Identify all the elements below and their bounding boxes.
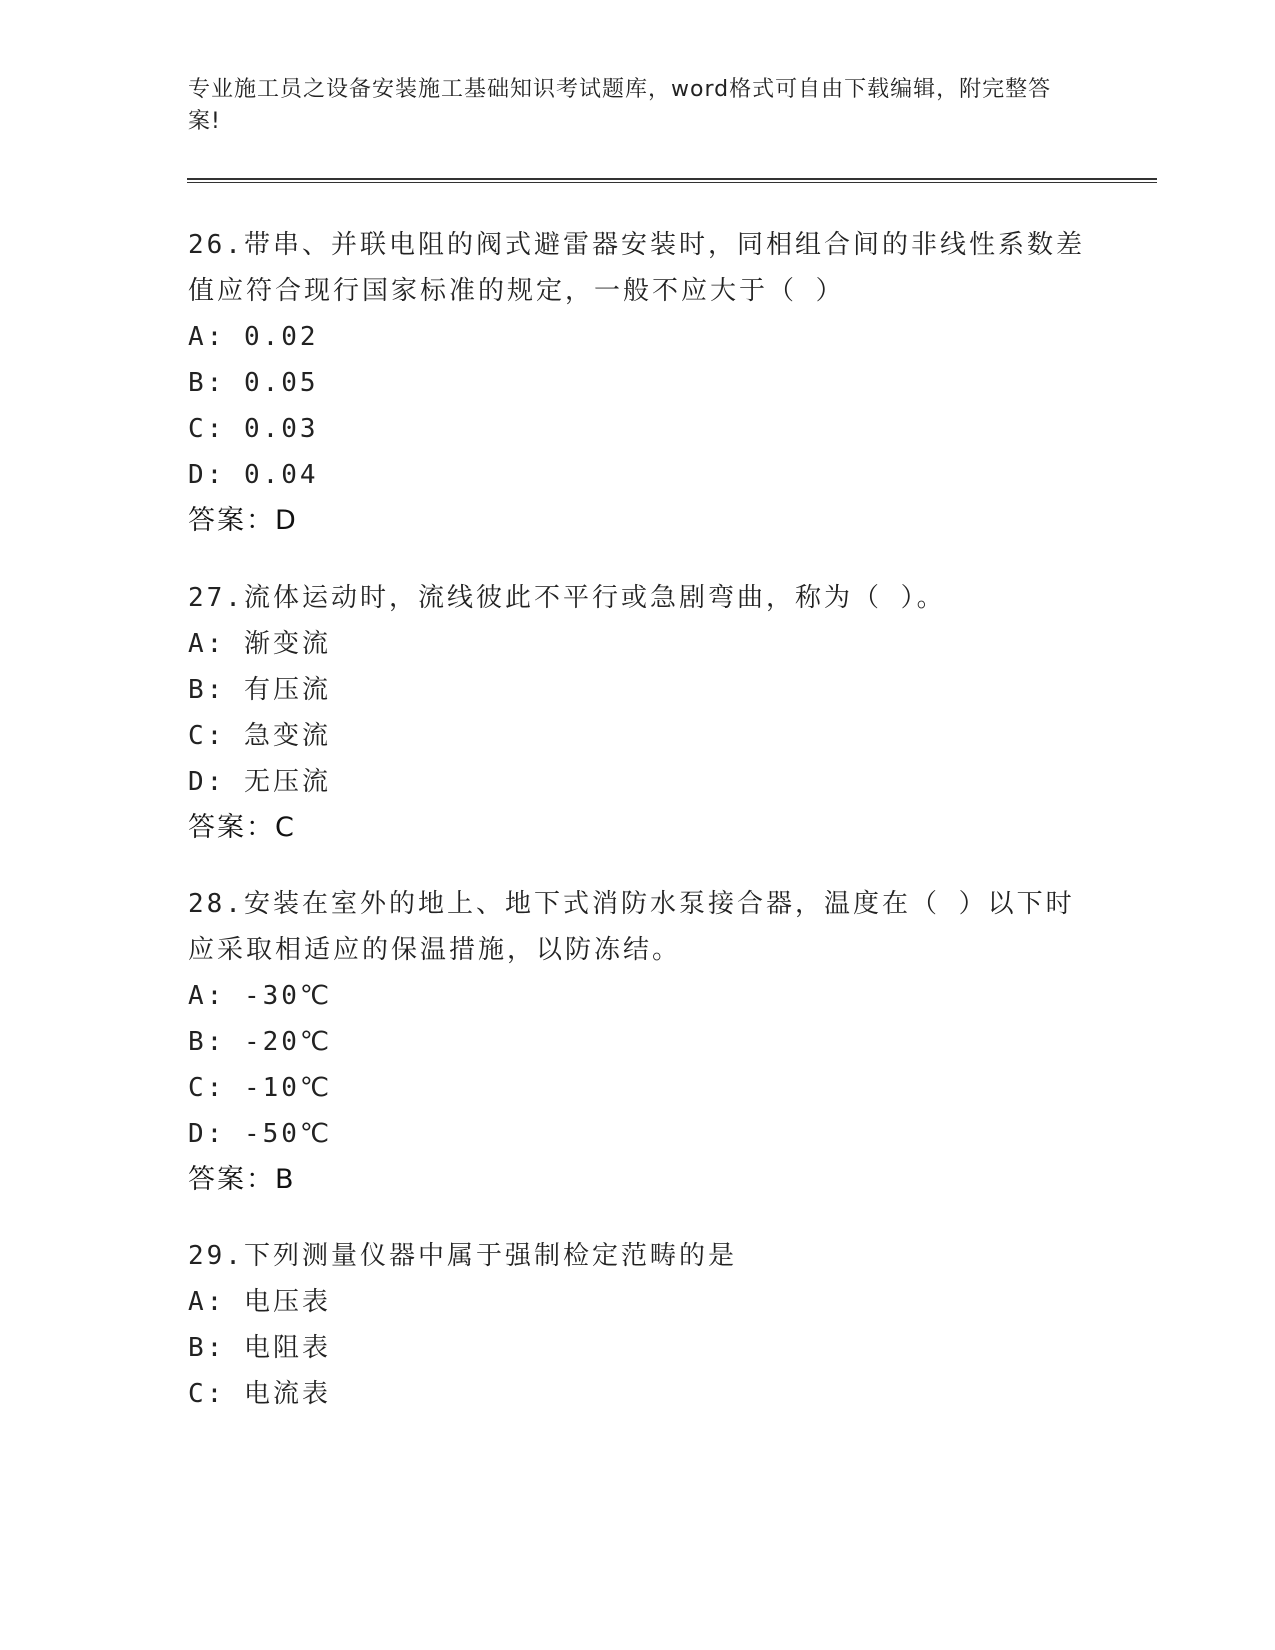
option-a: A: -30℃ [188, 981, 333, 1011]
option-c: C: 急变流 [188, 721, 331, 751]
option-b: B: 0.05 [188, 368, 319, 398]
document-header: 专业施工员之设备安装施工基础知识考试题库，word格式可自由下载编辑，附完整答案! [188, 77, 1052, 134]
option-c: C: -10℃ [188, 1073, 333, 1103]
question-27 [188, 575, 1088, 851]
question-29 [188, 1233, 1088, 1417]
answer-line: 答案：B [188, 1164, 296, 1195]
question-stem: 28.安装在室外的地上、地下式消防水泵接合器，温度在（ ）以下时应采取相适应的保温措施，以防冻结。 [188, 889, 1075, 965]
divider-line-thin [187, 182, 1157, 183]
option-d: D: 无压流 [188, 767, 331, 797]
question-28 [188, 881, 1088, 1203]
answer-line: 答案：D [188, 505, 298, 536]
option-b: B: -20℃ [188, 1027, 333, 1057]
question-26 [188, 222, 1088, 544]
option-c: C: 0.03 [188, 414, 319, 444]
answer-line: 答案：C [188, 812, 296, 843]
option-b: B: 有压流 [188, 675, 331, 705]
divider-line-thick [187, 178, 1157, 180]
option-a: A: 渐变流 [188, 629, 331, 659]
option-b: B: 电阻表 [188, 1333, 331, 1363]
option-d: D: -50℃ [188, 1119, 333, 1149]
question-stem: 26.带串、并联电阻的阀式避雷器安装时，同相组合间的非线性系数差值应符合现行国家标准的规定，一般不应大于（ ） [188, 230, 1085, 306]
option-a: A: 电压表 [188, 1287, 331, 1317]
option-d: D: 0.04 [188, 460, 319, 490]
question-stem: 27.流体运动时，流线彼此不平行或急剧弯曲，称为（ ）。 [188, 583, 946, 613]
header-divider [187, 178, 1157, 184]
question-stem: 29.下列测量仪器中属于强制检定范畴的是 [188, 1241, 737, 1271]
option-a: A: 0.02 [188, 322, 319, 352]
option-c: C: 电流表 [188, 1379, 331, 1409]
